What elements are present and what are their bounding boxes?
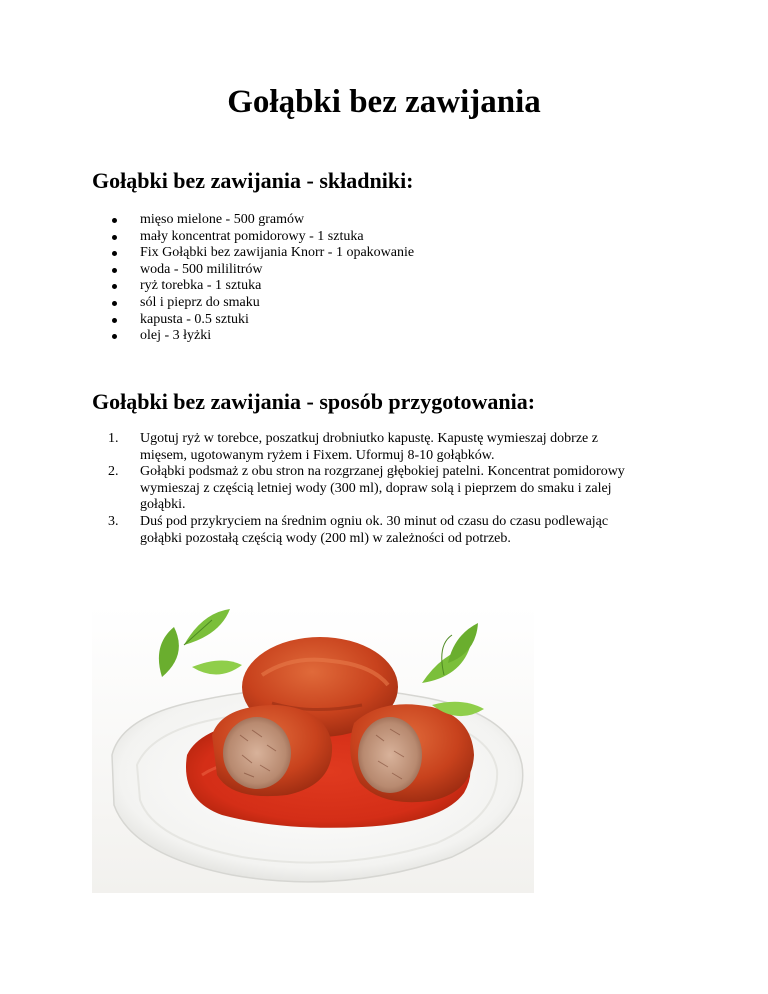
document-title: Gołąbki bez zawijania [227,84,541,120]
ingredient-item: ryż torebka - 1 sztuka [140,278,700,295]
ingredients-heading: Gołąbki bez zawijania - składniki: [92,168,414,193]
ingredient-item: olej - 3 łyżki [140,328,700,345]
step-item [108,431,700,464]
ingredient-item: mięso mielone - 500 gramów [140,212,700,229]
ingredient-item: Fix Gołąbki bez zawijania Knorr - 1 opakowanie [140,245,700,262]
step-text-line: mięsem, ugotowanym ryżem i Fixem. Uformuj 8-10 gołąbków. [140,447,495,463]
step-number: 1. [108,431,119,446]
ingredient-item: woda - 500 mililitrów [140,262,700,279]
step-text-line: gołąbki. [140,497,186,513]
method-heading: Gołąbki bez zawijania - sposób przygotowania: [92,389,536,414]
step-text-line: Duś pod przykryciem na średnim ogniu ok. 30 minut od czasu do czasu podlewając [140,513,609,529]
dish-photo [92,605,534,893]
ingredient-item: sól i pieprz do smaku [140,295,700,312]
ingredients-list [92,212,700,345]
steps-list [92,431,700,547]
ingredient-item: kapusta - 0.5 sztuki [140,312,700,329]
step-text-line: Gołąbki podsmaż z obu stron na rozgrzanej głębokiej patelni. Koncentrat pomidorowy [140,464,625,480]
step-item [108,513,700,547]
step-text-line: wymieszaj z częścią letniej wody (300 ml), dopraw solą i pieprzem do smaku i zalej [140,480,612,496]
step-number: 3. [108,513,119,529]
ingredient-item: mały koncentrat pomidorowy - 1 sztuka [140,229,700,246]
roll-filling [223,717,291,789]
step-text-line: gołąbki pozostałą częścią wody (200 ml) w zależności od potrzeb. [140,530,511,546]
step-item [108,464,700,514]
step-text-line: Ugotuj ryż w torebce, poszatkuj drobniutko kapustę. Kapustę wymieszaj dobrze z [140,431,598,446]
step-number: 2. [108,464,119,480]
roll-filling [358,717,422,793]
